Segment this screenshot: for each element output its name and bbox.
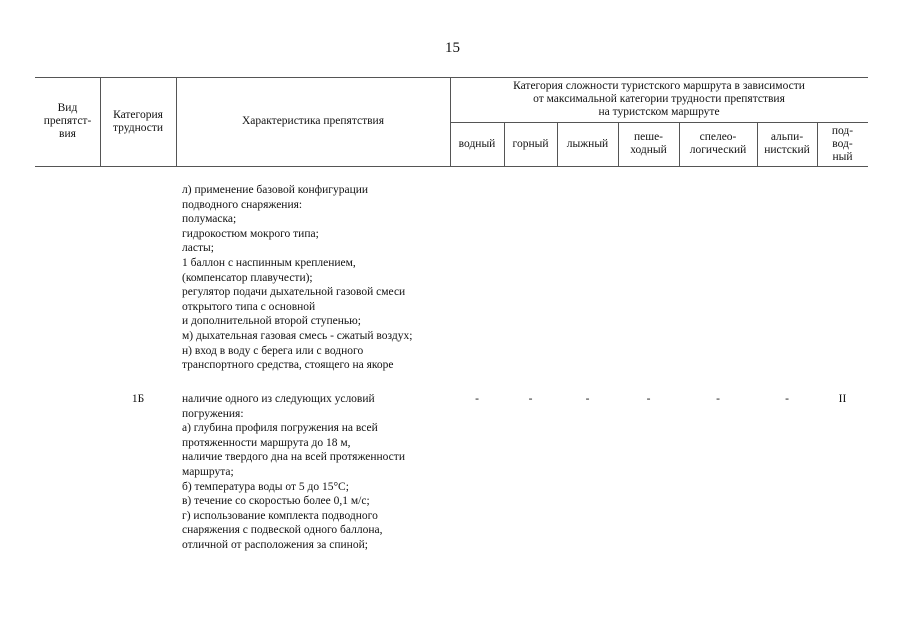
header-water: водный [458, 137, 496, 150]
row-underwater-value: II [838, 393, 847, 405]
row-mountain-value: - [528, 393, 533, 405]
header-speleo: спелео- логический [689, 131, 747, 156]
header-obstacle-type: Вид препятст- вия [43, 102, 92, 140]
header-difficulty-category: Категория трудности [112, 108, 164, 134]
header-underwater: под- вод- ный [831, 124, 854, 163]
row-speleo-value: - [716, 393, 720, 405]
row-ski-value: - [585, 393, 590, 405]
header-ski: лыжный [566, 137, 609, 150]
row-walking-value: - [646, 393, 651, 405]
page-number: 15 [445, 40, 460, 56]
header-alpine: альпи- нистский [764, 131, 810, 156]
continuation-characteristic: л) применение базовой конфигурации подводного снаряжения: полумаска; гидрокостюм мокрого типа; ласты; 1 баллон с наспинным креплением, (компенсатор плавучести); регулятор подачи дыхательной газовой смеси открытого типа с основной и дополнительной второй ступенью; м) дыхательная газовая смесь - сжатый воздух; н) вход в воду с берега или с водного транспортного средства, стоящего на якоре [182, 184, 413, 372]
header-mountain: горный [512, 137, 549, 150]
row-difficulty-category: 1Б [131, 393, 145, 405]
header-walking: пеше- ходный [630, 131, 667, 156]
header-route-complexity-group: Категория сложности туристского маршрута в зависимости от максимальной категории трудности препятствия на туристском маршруте [513, 80, 805, 118]
row-water-value: - [475, 393, 479, 405]
header-bottom-border [35, 166, 868, 167]
row-characteristic: наличие одного из следующих условий погружения: а) глубина профиля погружения на всей протяженности маршрута до 18 м, наличие твердого дна на всей протяженности маршрута; б) температура воды от 5 до 15°С; в) течение со скоростью более 0,1 м/с; г) использование комплекта подводного снаряжения с подвеской одного баллона, отличной от расположения за спиной; [182, 393, 405, 551]
row-alpine-value: - [785, 393, 789, 405]
header-obstacle-characteristic: Характеристика препятствия [241, 115, 385, 127]
